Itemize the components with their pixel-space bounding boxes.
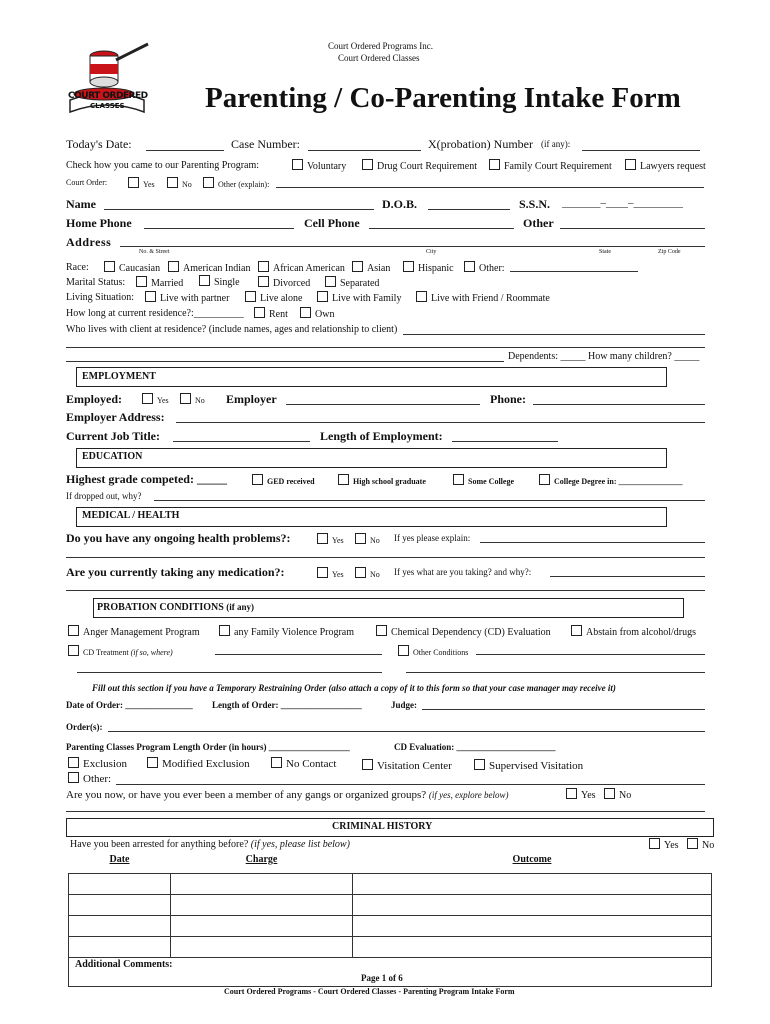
living-alone[interactable]: Live alone [245,291,302,304]
logo-text-top: COURT ORDERED [68,91,148,101]
race-asian-checkbox[interactable] [352,261,363,272]
health-header: MEDICAL / HEALTH [82,510,180,521]
dependents-label: Dependents: _____ How many children? _____ [508,351,700,362]
dropped-field[interactable] [154,500,705,501]
living-family[interactable]: Live with Family [317,291,401,304]
date-cell[interactable] [69,874,171,895]
marital-separated-checkbox[interactable] [325,276,336,287]
how-long-label: How long at current residence?:__________ [66,308,244,319]
rent-checkbox[interactable] [254,307,265,318]
who-lives-field-2[interactable] [66,347,705,348]
orders-field[interactable] [108,731,705,732]
home-phone-field[interactable] [144,228,294,229]
addr-street-caption: No. & Street [139,249,170,255]
no-contact-option[interactable]: No Contact [271,757,336,770]
other-conditions-option[interactable]: Other Conditions [398,645,468,657]
medication-yes[interactable]: Yes [317,567,344,579]
race-caucasian[interactable]: Caucasian [104,261,160,274]
table-row[interactable] [69,916,712,937]
address-label: Address [66,235,112,249]
chemical-checkbox[interactable] [376,625,387,636]
race-asian[interactable]: Asian [352,261,390,274]
employer-phone-field[interactable] [533,404,705,405]
col-charge-header: Charge [245,854,278,865]
hs-option[interactable]: High school graduate [338,474,426,486]
lawyers-option[interactable]: Lawyers request [625,159,706,172]
lawyers-checkbox[interactable] [625,159,636,170]
race-other-field[interactable] [510,271,638,272]
footer-text: Court Ordered Programs - Court Ordered Classes - Parenting Program Intake Form [224,987,515,996]
medication-what-label: If yes what are you taking? and why?: [394,567,532,577]
court-order-yes-checkbox[interactable] [128,177,139,188]
employed-label: Employed: [66,392,123,406]
hs-checkbox[interactable] [338,474,349,485]
date-cell[interactable] [69,895,171,916]
residence-own[interactable]: Own [300,307,334,320]
living-partner[interactable]: Live with partner [145,291,229,304]
medication-label: Are you currently taking any medication?: [66,565,285,579]
table-row[interactable] [69,874,712,895]
degree-option[interactable]: College Degree in: ________________ [539,474,683,486]
race-label: Race: [66,262,89,273]
court-ordered-logo [64,38,150,124]
marital-divorced-checkbox[interactable] [258,276,269,287]
marital-single-checkbox[interactable] [199,275,210,286]
charge-cell[interactable] [171,874,353,895]
no-contact-checkbox[interactable] [271,757,282,768]
gangs-yes[interactable]: Yes [566,788,596,801]
employer-address-label: Employer Address: [66,410,165,424]
gangs-yes-checkbox[interactable] [566,788,577,799]
visitation-option[interactable]: Visitation Center [362,759,452,772]
cd-treatment-checkbox[interactable] [68,645,79,656]
cd-treatment-option[interactable]: CD Treatment (if so, where) [68,645,173,657]
living-label: Living Situation: [66,292,135,303]
health-explain-field[interactable] [480,542,705,543]
dropped-label: If dropped out, why? [66,491,142,501]
court-order-no[interactable]: No [167,177,192,189]
employment-header-box [76,367,667,387]
health-explain-label: If yes please explain: [394,533,471,543]
charge-cell[interactable] [171,916,353,937]
probation-number-field[interactable] [582,150,700,151]
ged-checkbox[interactable] [252,474,263,485]
other-phone-field[interactable] [560,228,705,229]
job-title-label: Current Job Title: [66,429,161,443]
voluntary-checkbox[interactable] [292,159,303,170]
modified-exclusion-checkbox[interactable] [147,757,158,768]
outcome-cell[interactable] [353,895,712,916]
arrested-yes[interactable]: Yes [649,838,679,851]
who-lives-label: Who lives with client at residence? (include names, ages and relationship to client) [66,324,398,335]
ssn-label: S.S.N. [519,197,551,211]
race-caucasian-checkbox[interactable] [104,261,115,272]
name-field[interactable] [104,209,374,210]
judge-label: Judge: [391,700,418,710]
education-header-box [76,448,667,468]
gangs-no-checkbox[interactable] [604,788,615,799]
arrested-question: Have you been arrested for anything before? (if yes, please list below) [70,839,350,850]
arrested-no[interactable]: No [687,838,714,851]
living-family-checkbox[interactable] [317,291,328,302]
living-friend[interactable]: Live with Friend / Roommate [416,291,550,304]
medication-no-checkbox[interactable] [355,567,366,578]
if-any-note: (if any): [541,139,571,149]
residence-rent[interactable]: Rent [254,307,288,320]
comments-cell[interactable]: Additional Comments: [69,958,712,987]
own-checkbox[interactable] [300,307,311,318]
charge-cell[interactable] [171,895,353,916]
table-row[interactable] [69,895,712,916]
anger-option[interactable]: Anger Management Program [68,625,200,638]
addr-zip-caption: Zip Code [658,249,681,255]
employed-no[interactable]: No [180,393,205,405]
medication-field-2[interactable] [66,590,705,591]
cd-treatment-field-2[interactable] [77,672,382,673]
restraining-other-field[interactable] [116,784,705,785]
medication-no[interactable]: No [355,567,380,579]
other-conditions-checkbox[interactable] [398,645,409,656]
race-american-indian[interactable]: American Indian [168,261,250,274]
highest-grade-label: Highest grade competed: _____ [66,472,227,486]
judge-field[interactable] [422,709,705,710]
voluntary-option[interactable]: Voluntary [292,159,346,172]
supervised-checkbox[interactable] [474,759,485,770]
marital-label: Marital Status: [66,277,126,288]
living-friend-checkbox[interactable] [416,291,427,302]
violence-option[interactable]: any Family Violence Program [219,625,354,638]
living-partner-checkbox[interactable] [145,291,156,302]
gangs-question: Are you now, or have you ever been a member of any gangs or organized groups? (if yes, explore below) [66,789,509,801]
anger-checkbox[interactable] [68,625,79,636]
marital-separated[interactable]: Separated [325,276,379,289]
orders-label: Order(s): [66,722,103,732]
marital-divorced[interactable]: Divorced [258,276,310,289]
family-court-option[interactable]: Family Court Requirement [489,159,612,172]
family-court-checkbox[interactable] [489,159,500,170]
court-order-yes[interactable]: Yes [128,177,155,189]
other-conditions-field-2[interactable] [406,672,705,673]
who-lives-field-3[interactable] [66,361,504,362]
page-number: Page 1 of 6 [361,973,403,983]
case-number-field[interactable] [308,150,421,151]
race-african-american-checkbox[interactable] [258,261,269,272]
living-alone-checkbox[interactable] [245,291,256,302]
employed-no-checkbox[interactable] [180,393,191,404]
outcome-cell[interactable] [353,937,712,958]
court-order-explain-field[interactable] [276,187,704,188]
employment-length-label: Length of Employment: [320,429,443,443]
restraining-other-option[interactable]: Other: [68,772,111,785]
ged-option[interactable]: GED received [252,474,315,486]
order-date-label: Date of Order: _______________ [66,700,193,710]
race-hispanic[interactable]: Hispanic [403,261,454,274]
race-hispanic-checkbox[interactable] [403,261,414,272]
restraining-other-checkbox[interactable] [68,772,79,783]
parenting-length-label: Parenting Classes Program Length Order (in hours) __________________ [66,742,350,752]
employer-label: Employer [226,392,277,406]
exclusion-checkbox[interactable] [68,757,79,768]
address-field[interactable] [120,246,705,247]
abstain-option[interactable]: Abstain from alcohol/drugs [571,625,696,638]
date-cell[interactable] [69,916,171,937]
date-cell[interactable] [69,937,171,958]
cd-treatment-field[interactable] [215,654,382,655]
order-length-label: Length of Order: __________________ [212,700,362,710]
todays-date-label: Today's Date: [66,137,132,151]
probation-number-label: X(probation) Number [428,137,533,151]
logo-text-bottom: CLASSES [90,102,125,110]
org-line-1: Court Ordered Programs Inc. [328,41,433,51]
outcome-cell[interactable] [353,916,712,937]
probation-header: PROBATION CONDITIONS (if any) [97,602,255,613]
race-other[interactable]: Other: [464,261,505,274]
gangs-no[interactable]: No [604,788,631,801]
todays-date-field[interactable] [146,150,224,151]
col-date-header: Date [109,854,130,865]
race-african-american[interactable]: African American [258,261,345,274]
criminal-history-table [68,853,712,987]
drug-court-option[interactable]: Drug Court Requirement [362,159,477,172]
name-label: Name [66,197,96,211]
outcome-cell[interactable] [353,874,712,895]
gangs-explore-field[interactable] [66,811,705,812]
degree-checkbox[interactable] [539,474,550,485]
addr-city-caption: City [426,249,437,255]
check-how-label: Check how you came to our Parenting Program: [66,160,260,171]
visitation-checkbox[interactable] [362,759,373,770]
marital-single[interactable]: Single [199,275,240,288]
drug-court-checkbox[interactable] [362,159,373,170]
court-order-other[interactable]: Other (explain): [203,177,269,189]
cell-phone-field[interactable] [369,228,514,229]
cd-eval-label: CD Evaluation: ______________________ [394,742,556,752]
marital-married[interactable]: Married [136,276,183,289]
medication-yes-checkbox[interactable] [317,567,328,578]
employed-yes-checkbox[interactable] [142,393,153,404]
marital-married-checkbox[interactable] [136,276,147,287]
home-phone-label: Home Phone [66,216,132,230]
medication-field[interactable] [550,576,705,577]
employer-address-field[interactable] [176,422,705,423]
ssn-field[interactable]: _______–____–_________ [562,197,683,209]
arrested-no-checkbox[interactable] [687,838,698,849]
chemical-option[interactable]: Chemical Dependency (CD) Evaluation [376,625,551,638]
restraining-note: Fill out this section if you have a Temporary Restraining Order (also attach a copy of it to this form so that your case manager may receive it) [92,683,616,693]
employment-header: EMPLOYMENT [82,371,156,382]
cell-phone-label: Cell Phone [304,216,360,230]
modified-exclusion-option[interactable]: Modified Exclusion [147,757,250,770]
employed-yes[interactable]: Yes [142,393,169,405]
table-row[interactable] [69,937,712,958]
arrested-yes-checkbox[interactable] [649,838,660,849]
health-yes-checkbox[interactable] [317,533,328,544]
dob-label: D.O.B. [382,197,418,211]
health-problems-label: Do you have any ongoing health problems?: [66,531,291,545]
employer-field[interactable] [286,404,480,405]
violence-checkbox[interactable] [219,625,230,636]
addr-state-caption: State [599,249,611,255]
who-lives-field-1[interactable] [403,334,705,335]
table-header-row [69,853,712,874]
education-header: EDUCATION [82,451,143,462]
abstain-checkbox[interactable] [571,625,582,636]
health-yes[interactable]: Yes [317,533,344,545]
page-title: Parenting / Co-Parenting Intake Form [205,82,681,114]
employment-length-field[interactable] [452,441,558,442]
court-order-no-checkbox[interactable] [167,177,178,188]
job-title-field[interactable] [173,441,310,442]
health-no[interactable]: No [355,533,380,545]
court-order-label: Court Order: [66,178,108,187]
some-college-checkbox[interactable] [453,474,464,485]
supervised-option[interactable]: Supervised Visitation [474,759,583,772]
health-no-checkbox[interactable] [355,533,366,544]
criminal-header: CRIMINAL HISTORY [332,821,433,832]
other-phone-label: Other [523,216,554,230]
org-line-2: Court Ordered Classes [338,53,420,63]
charge-cell[interactable] [171,937,353,958]
health-explain-field-2[interactable] [66,557,705,558]
some-college-option[interactable]: Some College [453,474,514,486]
exclusion-option[interactable]: Exclusion [68,757,127,770]
other-conditions-field[interactable] [476,654,705,655]
col-outcome-header: Outcome [512,854,552,865]
case-number-label: Case Number: [231,137,300,151]
court-order-other-checkbox[interactable] [203,177,214,188]
dob-field[interactable] [428,209,510,210]
race-other-checkbox[interactable] [464,261,475,272]
employer-phone-label: Phone: [490,392,526,406]
race-american-indian-checkbox[interactable] [168,261,179,272]
